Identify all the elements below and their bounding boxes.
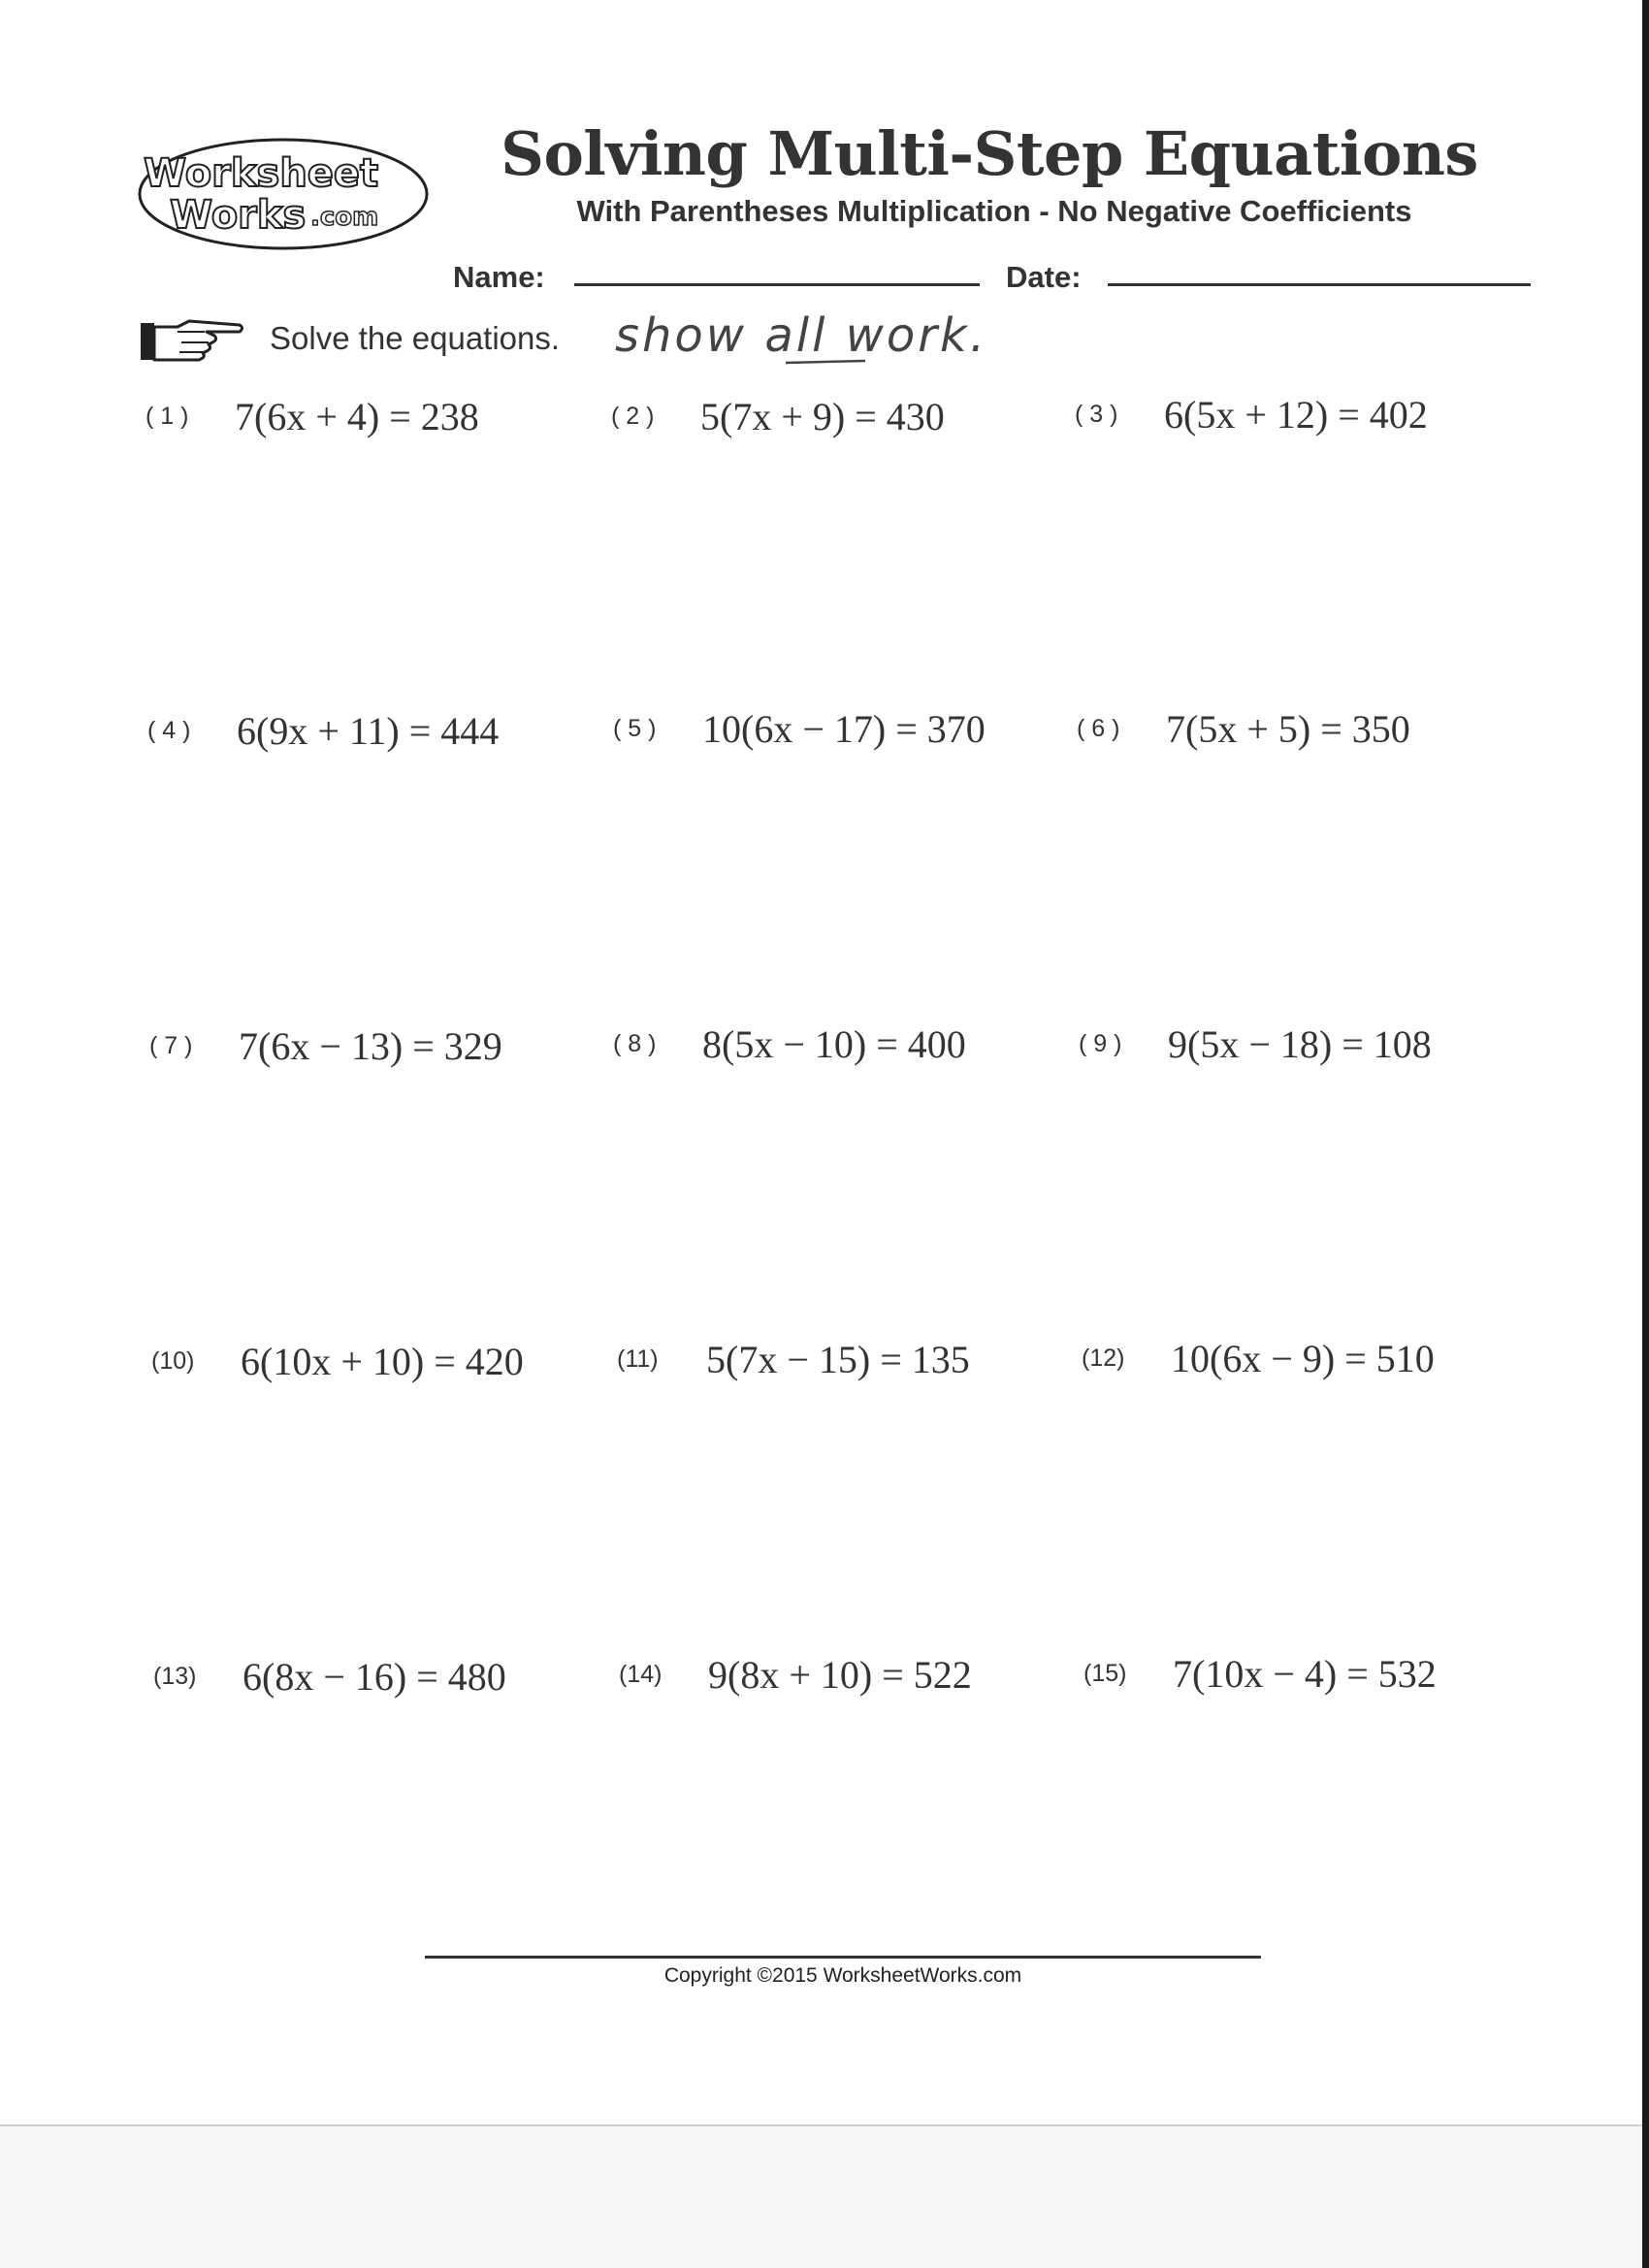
- problem-number: ( 7 ): [149, 1032, 193, 1059]
- problem-3: [1075, 392, 1428, 437]
- scan-margin: [0, 2126, 1642, 2268]
- problem-equation: 9(5x − 18) = 108: [1168, 1022, 1432, 1066]
- problem-number: ( 5 ): [613, 715, 657, 742]
- problem-number: (14): [619, 1661, 663, 1688]
- problem-5: [613, 706, 986, 752]
- date-label: Date:: [1006, 260, 1082, 294]
- problem-10: [151, 1339, 524, 1384]
- problem-equation: 6(9x + 11) = 444: [237, 709, 500, 753]
- problem-15: [1083, 1651, 1437, 1697]
- worksheet-subtitle: With Parentheses Multiplication - No Negative Coefficients: [576, 194, 1412, 228]
- problem-6: [1077, 706, 1410, 752]
- problem-number: (13): [153, 1663, 197, 1690]
- problem-equation: 8(5x − 10) = 400: [702, 1022, 966, 1066]
- name-field[interactable]: [574, 283, 980, 286]
- copyright-text: Copyright ©2015 WorksheetWorks.com: [663, 1964, 1022, 1987]
- problem-number: ( 9 ): [1079, 1030, 1122, 1057]
- problem-13: [153, 1654, 506, 1700]
- problem-number: (12): [1082, 1345, 1125, 1372]
- problem-equation: 6(10x + 10) = 420: [241, 1340, 524, 1383]
- problem-number: ( 3 ): [1075, 401, 1118, 428]
- logo-text-line1: Worksheet: [144, 151, 379, 196]
- problem-number: (10): [151, 1347, 195, 1375]
- problem-2: [611, 394, 945, 439]
- problem-number: (11): [617, 1345, 659, 1373]
- pointing-hand-icon: [139, 315, 245, 366]
- problem-equation: 10(6x − 17) = 370: [702, 707, 986, 751]
- problem-equation: 7(10x − 4) = 532: [1173, 1652, 1437, 1696]
- problem-equation: 7(6x − 13) = 329: [239, 1024, 502, 1068]
- scan-edge: [1642, 0, 1649, 2268]
- problem-equation: 9(8x + 10) = 522: [708, 1653, 972, 1697]
- problem-number: ( 1 ): [146, 403, 189, 430]
- problem-equation: 6(5x + 12) = 402: [1164, 393, 1428, 437]
- problem-equation: 6(8x − 16) = 480: [242, 1655, 506, 1699]
- problem-number: ( 4 ): [147, 717, 191, 744]
- problem-equation: 10(6x − 9) = 510: [1171, 1337, 1435, 1380]
- problem-8: [613, 1021, 966, 1067]
- problem-number: (15): [1083, 1660, 1127, 1687]
- logo-text-line2: Works: [170, 193, 307, 238]
- date-field[interactable]: [1108, 283, 1531, 286]
- worksheet-title: Solving Multi-Step Equations: [501, 118, 1478, 189]
- name-label: Name:: [453, 260, 545, 294]
- problem-7: [149, 1023, 502, 1069]
- handwritten-text: show all work.: [615, 308, 988, 363]
- problem-12: [1082, 1336, 1435, 1381]
- problem-4: [147, 708, 499, 754]
- problem-number: ( 8 ): [613, 1030, 657, 1057]
- problem-number: ( 6 ): [1077, 715, 1120, 742]
- handwritten-note: [611, 303, 1077, 371]
- problem-equation: 5(7x + 9) = 430: [700, 395, 945, 438]
- problem-number: ( 2 ): [611, 403, 655, 430]
- problem-14: [619, 1652, 972, 1698]
- problem-equation: 5(7x − 15) = 135: [706, 1338, 970, 1381]
- worksheetworks-logo: [136, 136, 432, 252]
- problem-equation: 7(5x + 5) = 350: [1166, 707, 1410, 751]
- problem-9: [1079, 1021, 1432, 1067]
- problem-equation: 7(6x + 4) = 238: [235, 395, 479, 438]
- footer-divider: [425, 1956, 1261, 1959]
- problem-1: [146, 394, 479, 439]
- instruction-text: Solve the equations.: [270, 320, 561, 356]
- logo-text-suffix: .com: [310, 203, 379, 232]
- problem-11: [617, 1337, 970, 1382]
